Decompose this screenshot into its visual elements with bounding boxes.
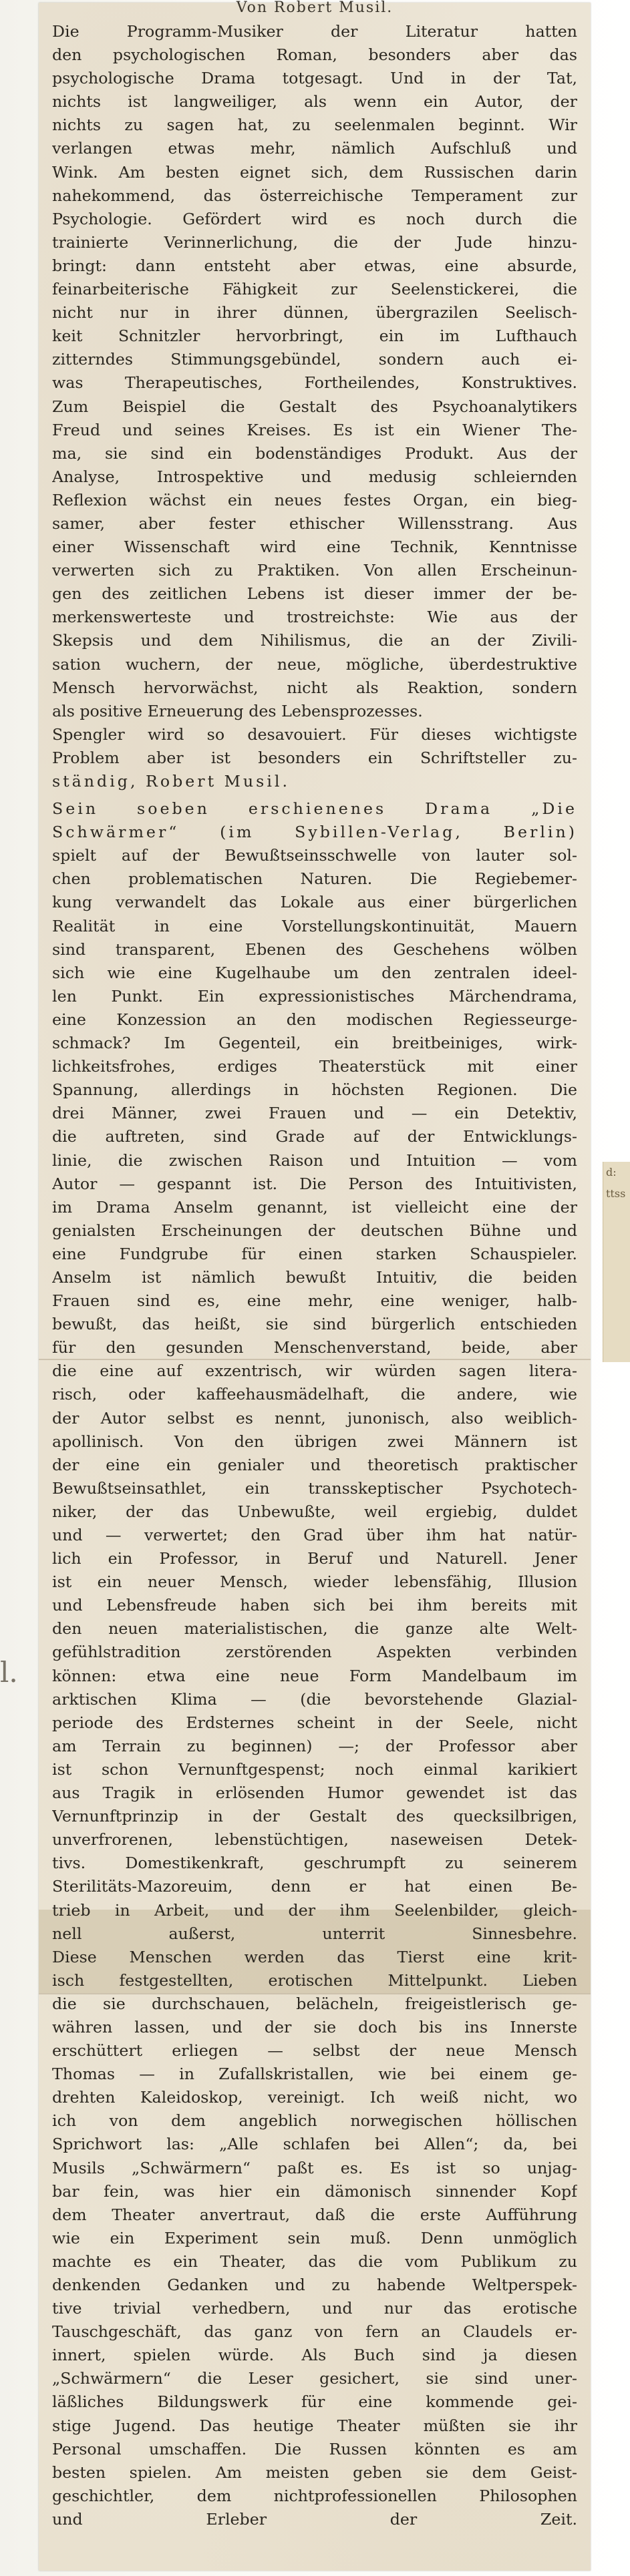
article-line: apollinisch. Von den übrigen zwei Männern ist bbox=[52, 1432, 577, 1451]
article-line: ist ein neuer Mensch, wieder lebensfähig, Illusion bbox=[52, 1572, 577, 1592]
article-line: und Lebensfreude haben sich bei ihm bereits mit bbox=[52, 1596, 577, 1615]
article-line: ist schon Vernunftgespenst; noch einmal karikiert bbox=[52, 1759, 577, 1779]
article-line: im Drama Anselm genannt, ist vielleicht eine der bbox=[52, 1197, 577, 1217]
article-line: aus Tragik in erlösenden Humor gewendet ist das bbox=[52, 1783, 577, 1803]
article-line: denkenden Gedanken und zu habende Weltperspek- bbox=[52, 2276, 577, 2294]
article-line: die sie durchschauen, belächeln, freigeistlerisch ge- bbox=[52, 1994, 577, 2013]
article-line: sation wuchern, der neue, mögliche, überdestruktive bbox=[52, 654, 577, 674]
article-line: niker, der das Unbewußte, weil ergiebig, duldet bbox=[52, 1502, 577, 1521]
article-line: und Erleber der Zeit. bbox=[52, 2509, 577, 2529]
article-line: einer Wissenschaft wird eine Technik, Kenntnisse bbox=[52, 538, 577, 557]
right-edge-text: ttss bbox=[606, 1187, 626, 1200]
article-line: nell außerst, unterrit Sinnesbehre. bbox=[52, 1924, 577, 1943]
article-line: nichts ist langweiliger, als wenn ein Autor, der bbox=[52, 92, 577, 112]
article-line: Realität in eine Vorstellungskontinuität, Mauern bbox=[52, 916, 577, 935]
article-line: geschichtler, dem nichtprofessionellen Philosophen bbox=[52, 2486, 577, 2505]
article-line: währen lassen, und der sie doch bis ins Innerste bbox=[52, 2017, 577, 2036]
article-line: wie ein Experiment sein muß. Denn unmöglich bbox=[52, 2228, 577, 2247]
article-line: Psychologie. Gefördert wird es noch durch die bbox=[52, 209, 577, 228]
article-line: Die Programm-Musiker der Literatur hatten bbox=[52, 22, 577, 41]
article-line: Diese Menschen werden das Tierst eine krit- bbox=[52, 1947, 577, 1966]
article-line: innert, spielen würde. Als Buch sind ja diesen bbox=[52, 2346, 577, 2365]
article-line: spielt auf der Bewußtseinsschwelle von lauter sol- bbox=[52, 846, 577, 865]
article-line: nichts zu sagen hat, zu seelenmalen beginnt. Wir bbox=[52, 116, 577, 135]
article-line: Reflexion wächst ein neues festes Organ, ein bieg- bbox=[52, 490, 577, 509]
article-line: risch, oder kaffeehausmädelhaft, die andere, wie bbox=[52, 1385, 577, 1404]
article-line: die auftreten, sind Grade auf der Entwicklungs- bbox=[52, 1127, 577, 1146]
article-line: nahekommend, das österreichische Temperament zur bbox=[52, 186, 577, 205]
article-line: Vernunftprinzip in der Gestalt des quecksilbrigen, bbox=[52, 1807, 577, 1826]
article-line: die eine auf exzentrisch, wir würden sagen litera- bbox=[52, 1361, 577, 1381]
article-line: Schwärmer“ (im Sybillen-Verlag, Berlin) bbox=[52, 823, 577, 842]
article-line: merkenswerteste und trostreichste: Wie aus der bbox=[52, 608, 577, 627]
article-line: Wink. Am besten eignet sich, dem Russischen darin bbox=[52, 162, 577, 182]
article-line: eine Konzession an den modischen Regiesseurge- bbox=[52, 1010, 577, 1029]
article-line: Spengler wird so desavouiert. Für dieses wichtigste bbox=[52, 724, 577, 744]
article-line: zitterndes Stimmungsgebündel, sondern auch ei- bbox=[52, 350, 577, 369]
article-line: len Punkt. Ein expressionistisches Märchendrama, bbox=[52, 986, 577, 1006]
article-line: genialsten Erscheinungen der deutschen Bühne und bbox=[52, 1221, 577, 1240]
article-line: linie, die zwischen Raison und Intuition — vom bbox=[52, 1150, 577, 1170]
article-line: unverfrorenen, lebenstüchtigen, naseweisen Detek- bbox=[52, 1830, 577, 1850]
article-byline: Von Robert Musil. bbox=[236, 0, 393, 16]
article-line: erschüttert erliegen — selbst der neue Mensch bbox=[52, 2041, 577, 2061]
article-line: Bewußtseinsathlet, ein transskeptischer Psychotech- bbox=[52, 1478, 577, 1498]
article-line: feinarbeiterische Fähigkeit zur Seelenstickerei, die bbox=[52, 280, 577, 299]
article-line: drei Männer, zwei Frauen und — ein Detektiv, bbox=[52, 1104, 577, 1123]
article-line: können: etwa eine neue Form Mandelbaum im bbox=[52, 1666, 577, 1685]
article-line: Sein soeben erschienenes Drama „Die bbox=[52, 799, 577, 819]
article-line: Sterilitäts-Mazoreuim, denn er hat einen Be- bbox=[52, 1877, 577, 1896]
article-line: Freud und seines Kreises. Es ist ein Wiener The- bbox=[52, 420, 577, 439]
article-line: arktischen Klima — (die bevorstehende Glazial- bbox=[52, 1689, 577, 1709]
article-line: verwerten sich zu Praktiken. Von allen Erscheinun- bbox=[52, 561, 577, 580]
article-line: Frauen sind es, eine mehr, eine weniger, halb- bbox=[52, 1291, 577, 1311]
article-line: Anselm ist nämlich bewußt Intuitiv, die beiden bbox=[52, 1267, 577, 1287]
article-line: gefühlstradition zerstörenden Aspekten verbinden bbox=[52, 1643, 577, 1662]
article-line: dem Theater anvertraut, daß die erste Aufführung bbox=[52, 2205, 577, 2224]
article-line: schmack? Im Gegenteil, ein breitbeiniges, wirk- bbox=[52, 1034, 577, 1053]
article-line: tivs. Domestikenkraft, geschrumpft zu seinerem bbox=[52, 1854, 577, 1873]
article-line: der Autor selbst es nennt, junonisch, also weiblich- bbox=[52, 1408, 577, 1428]
article-line: bringt: dann entsteht aber etwas, eine absurde, bbox=[52, 256, 577, 275]
article-line: samer, aber fester ethischer Willensstrang. Aus bbox=[52, 513, 577, 533]
article-line: den psychologischen Roman, besonders aber das bbox=[52, 45, 577, 65]
article-line: Skepsis und dem Nihilismus, die an der Zivili- bbox=[52, 631, 577, 650]
article-line: und — verwertet; den Grad über ihm hat natür- bbox=[52, 1526, 577, 1544]
article-line: tive trivial verhedbern, und nur das erotische bbox=[52, 2299, 577, 2318]
article-line: ich von dem angeblich norwegischen höllischen bbox=[52, 2111, 577, 2131]
article-line: läßliches Bildungswerk für eine kommende gei- bbox=[52, 2392, 577, 2412]
article-body bbox=[52, 20, 577, 2531]
article-line: was Therapeutisches, Fortheilendes, Konstruktives. bbox=[52, 373, 577, 393]
article-line: der eine ein genialer und theoretisch praktischer bbox=[52, 1455, 577, 1474]
article-line: Spannung, allerdings in höchsten Regionen. Die bbox=[52, 1080, 577, 1100]
article-line: als positive Erneuerung des Lebensprozesses. bbox=[52, 701, 423, 720]
article-line: gen des zeitlichen Lebens ist dieser immer der be- bbox=[52, 584, 577, 604]
article-line: besten spielen. Am meisten geben sie dem Geist- bbox=[52, 2462, 577, 2482]
article-line: kung verwandelt das Lokale aus einer bürgerlichen bbox=[52, 893, 577, 912]
right-edge-strip bbox=[603, 1162, 630, 1362]
article-line: sind transparent, Ebenen des Geschehens wölben bbox=[52, 939, 577, 959]
left-margin-mark: l. bbox=[0, 1656, 18, 1689]
article-line: trainierte Verinnerlichung, die der Jude hinzu- bbox=[52, 232, 577, 252]
article-line: Thomas — in Zufallskristallen, wie bei einem ge- bbox=[52, 2065, 577, 2084]
article-line: verlangen etwas mehr, nämlich Aufschluß und bbox=[52, 139, 577, 158]
right-edge-text: d: bbox=[606, 1166, 617, 1178]
article-line: ständig, Robert Musil. bbox=[52, 772, 291, 791]
article-line: psychologische Drama totgesagt. Und in der Tat, bbox=[52, 69, 577, 88]
article-line: Autor — gespannt ist. Die Person des Intuitivisten, bbox=[52, 1174, 577, 1193]
article-line: drehten Kaleidoskop, vereinigt. Ich weiß nicht, wo bbox=[52, 2088, 577, 2107]
article-line: Sprichwort las: „Alle schlafen bei Allen“; da, bei bbox=[52, 2135, 577, 2154]
article-line: isch festgestellten, erotischen Mittelpunkt. Lieben bbox=[52, 1970, 577, 1990]
article-line: Zum Beispiel die Gestalt des Psychoanalytikers bbox=[52, 397, 577, 416]
article-line: Analyse, Introspektive und medusig schleiernden bbox=[52, 467, 577, 486]
article-line: stige Jugend. Das heutige Theater müßten sie ihr bbox=[52, 2416, 577, 2435]
article-line: „Schwärmern“ die Leser gesichert, sie sind uner- bbox=[52, 2369, 577, 2388]
article-line: Tauschgeschäft, das ganz von fern an Claudels er- bbox=[52, 2322, 577, 2342]
article-line: lich ein Professor, in Beruf und Naturell. Jener bbox=[52, 1549, 577, 1568]
article-line: für den gesunden Menschenverstand, beide, aber bbox=[52, 1338, 577, 1357]
article-line: chen problematischen Naturen. Die Regiebemer- bbox=[52, 869, 577, 889]
article-line: machte es ein Theater, das die vom Publikum zu bbox=[52, 2251, 577, 2271]
article-line: trieb in Arbeit, und der ihm Seelenbilder, gleich- bbox=[52, 1900, 577, 1920]
article-line: Problem aber ist besonders ein Schriftsteller zu- bbox=[52, 748, 577, 767]
article-line: keit Schnitzler hervorbringt, ein im Lufthauch bbox=[52, 327, 577, 346]
article-line: den neuen materialistischen, die ganze alte Welt- bbox=[52, 1619, 577, 1639]
article-line: Mensch hervorwächst, nicht als Reaktion, sondern bbox=[52, 678, 577, 697]
article-line: bar fein, was hier ein dämonisch sinnender Kopf bbox=[52, 2181, 577, 2201]
article-line: ma, sie sind ein bodenständiges Produkt. Aus der bbox=[52, 443, 577, 463]
article-line: eine Fundgrube für einen starken Schauspieler. bbox=[52, 1244, 577, 1263]
article-line: periode des Erdsternes scheint in der Seele, nicht bbox=[52, 1713, 577, 1732]
article-line: sich wie eine Kugelhaube um den zentralen ideel- bbox=[52, 963, 577, 982]
article-line: lichkeitsfrohes, erdiges Theaterstück mit einer bbox=[52, 1057, 577, 1076]
article-line: Personal umschaffen. Die Russen könnten es am bbox=[52, 2439, 577, 2458]
article-line: Musils „Schwärmern“ paßt es. Es ist so unjag- bbox=[52, 2158, 577, 2177]
article-line: bewußt, das heißt, sie sind bürgerlich entschieden bbox=[52, 1315, 577, 1334]
article-line: nicht nur in ihrer dünnen, übergrazilen Seelisch- bbox=[52, 303, 577, 323]
article-line: am Terrain zu beginnen) —; der Professor aber bbox=[52, 1736, 577, 1755]
